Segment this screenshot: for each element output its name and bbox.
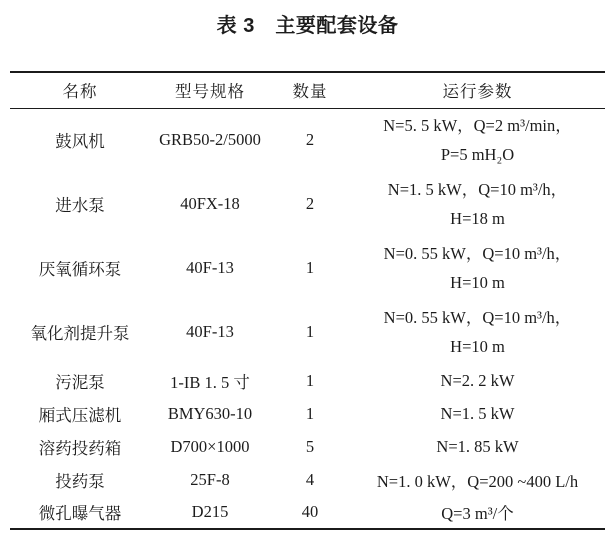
table-row: [10, 496, 605, 529]
table-row: [10, 364, 605, 397]
params-line: N=2. 2 kW: [440, 370, 515, 390]
table-row: [10, 397, 605, 430]
col-header-name: 名称: [62, 82, 98, 102]
table-row: [10, 300, 605, 364]
params-line: H=10 m: [450, 273, 505, 292]
params-line: N=1. 5 kW，Q=10 m³/h，: [387, 180, 568, 199]
header-row: [10, 72, 605, 108]
cell-params: [350, 172, 605, 236]
cell-model: BMY630-10: [167, 403, 253, 423]
col-header-qty: 数量: [292, 82, 328, 102]
cell-name: 污泥泵: [55, 372, 105, 392]
col-header-model: 型号规格: [175, 82, 245, 102]
params-line: Q=3 m³/个: [441, 504, 514, 523]
params-line: N=5. 5 kW，Q=2 m³/min，: [383, 116, 572, 136]
cell-model: GRB50-2/5000: [159, 130, 261, 150]
cell-params: [350, 463, 605, 496]
cell-qty: 1: [305, 403, 315, 423]
table-body: [10, 108, 605, 529]
cell-qty: 1: [305, 322, 315, 341]
cell-name: 溶药投药箱: [38, 438, 122, 458]
col-header-params: 运行参数: [442, 82, 513, 102]
cell-params: [350, 430, 605, 463]
params-line: N=0. 55 kW，Q=10 m³/h，: [383, 308, 572, 327]
cell-qty: 1: [305, 370, 315, 390]
params-line: H=10 m: [450, 337, 505, 356]
cell-qty: 5: [305, 436, 315, 456]
cell-model: 40F-13: [186, 258, 234, 277]
table-row: [10, 236, 605, 300]
cell-model: 25F-8: [190, 469, 230, 489]
equipment-table: [10, 71, 605, 530]
cell-name: 投药泵: [55, 471, 105, 491]
cell-params: [350, 496, 605, 529]
params-line: N=1. 85 kW: [436, 436, 519, 456]
cell-params: [350, 236, 605, 300]
cell-qty: 2: [305, 194, 315, 213]
cell-name: 微孔曝气器: [38, 504, 122, 523]
table-header: [10, 72, 605, 108]
cell-name: 厌氧循环泵: [38, 260, 122, 279]
table-row: [10, 108, 605, 172]
table-row: [10, 172, 605, 236]
cell-model: 40FX-18: [180, 194, 240, 213]
cell-qty: 4: [305, 469, 315, 489]
cell-name: 厢式压滤机: [38, 405, 122, 425]
cell-name: 进水泵: [55, 196, 105, 215]
cell-model: D215: [191, 502, 229, 521]
cell-params: [350, 397, 605, 430]
params-line: N=0. 55 kW，Q=10 m³/h，: [383, 244, 572, 263]
table-caption: 表 3 主要配套设备: [216, 15, 399, 37]
cell-name: 氧化剂提升泵: [30, 324, 130, 343]
cell-model: 40F-13: [186, 322, 234, 341]
params-line: P=5 mH₂O: [440, 145, 515, 165]
cell-qty: 1: [305, 258, 315, 277]
params-line: N=1. 5 kW: [440, 403, 515, 423]
params-line: N=1. 0 kW，Q=200 ~400 L/h: [376, 471, 579, 491]
table-row: [10, 430, 605, 463]
cell-model: D700×1000: [170, 436, 250, 456]
cell-qty: 40: [301, 502, 319, 521]
cell-params: [350, 364, 605, 397]
cell-qty: 2: [305, 130, 315, 150]
cell-params: [350, 300, 605, 364]
params-line: H=18 m: [450, 209, 505, 228]
table-row: [10, 463, 605, 496]
cell-name: 鼓风机: [55, 132, 105, 152]
cell-params: [350, 108, 605, 172]
cell-model: 1-IB 1. 5 寸: [170, 372, 250, 392]
